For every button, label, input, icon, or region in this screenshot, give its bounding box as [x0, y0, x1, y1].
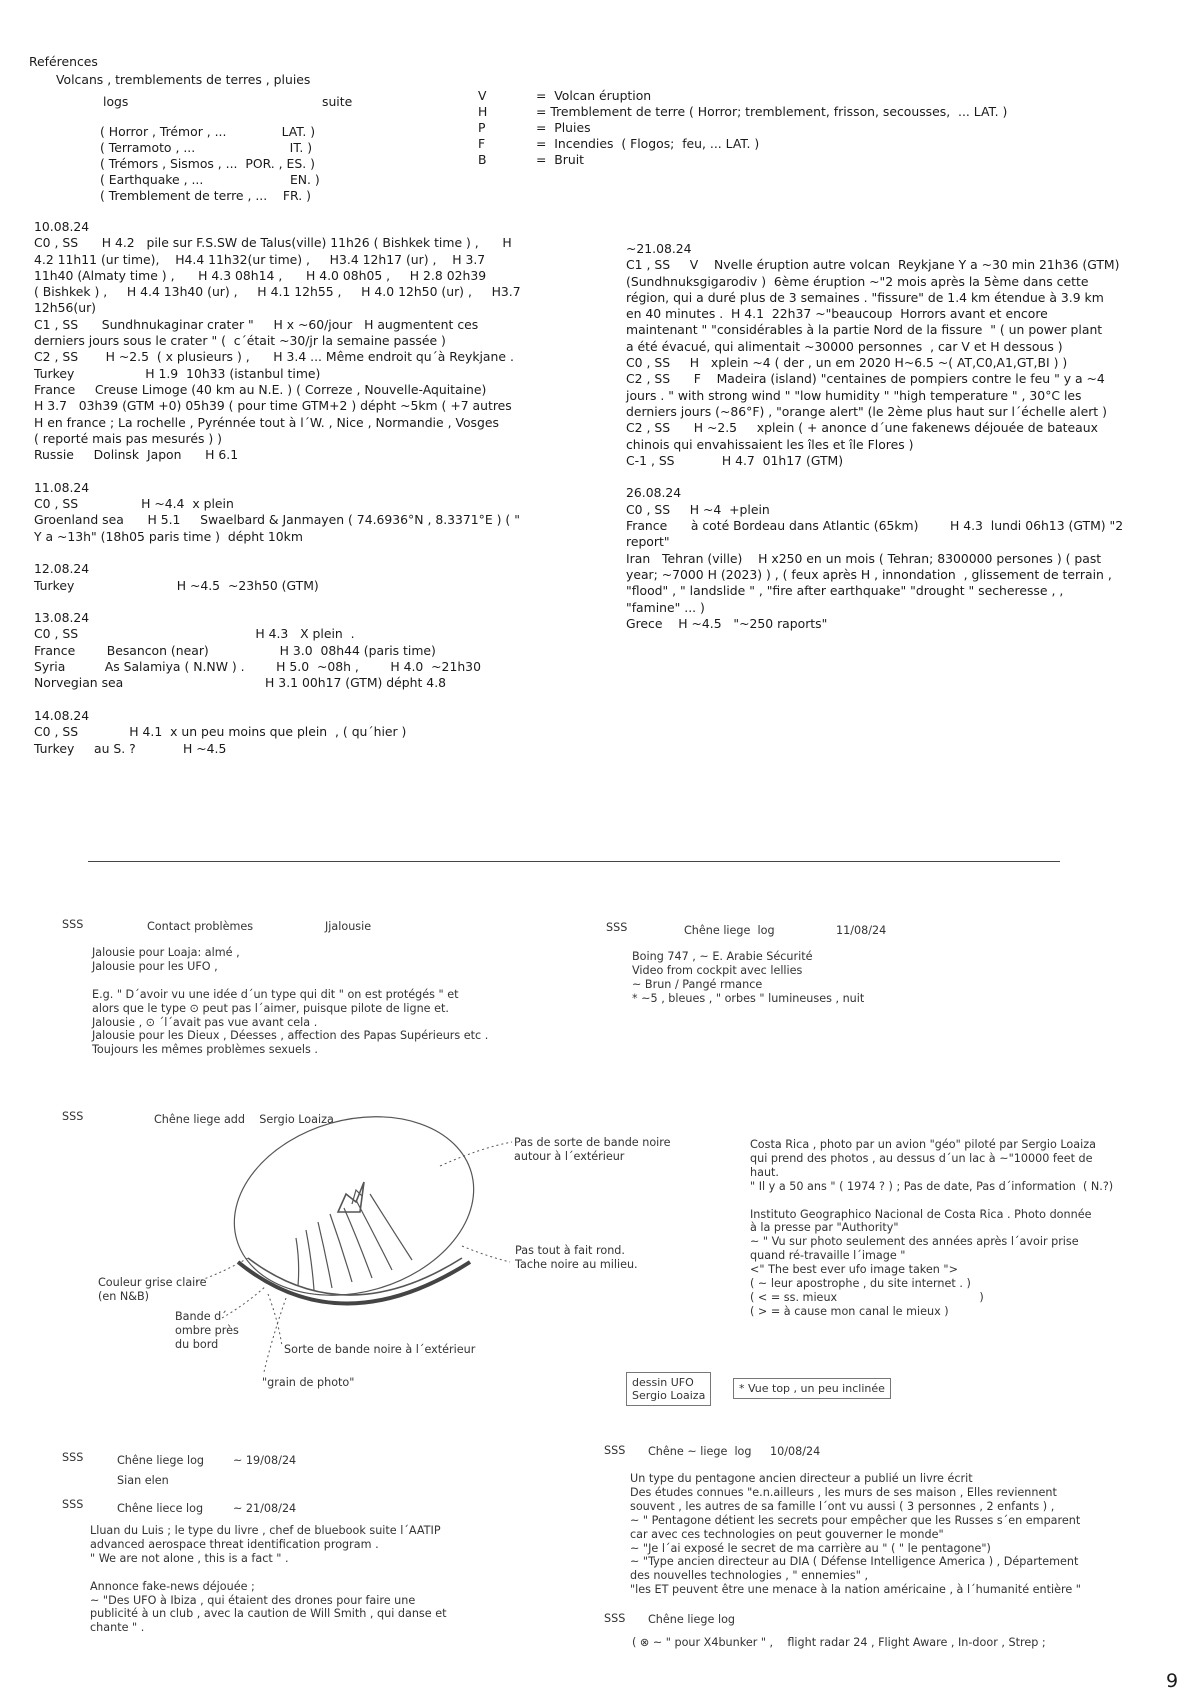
log-line: H 3.7 03h39 (GTM +0) 05h39 ( pour time GTM+2 ) dépht ~5km ( +7 autres — [34, 398, 512, 414]
log4-notes — [630, 1472, 1081, 1597]
log4-title: Chêne ~ liege log — [648, 1445, 752, 1458]
log-line: Turkey H ~4.5 ~23h50 (GTM) — [34, 577, 319, 593]
log-line: Russie Dolinsk Japon H 6.1 — [34, 447, 239, 463]
legend-value: = Pluies — [536, 120, 591, 135]
log-line: Y a ~13h" (18h05 paris time ) dépht 10km — [34, 528, 303, 544]
log-line: C2 , SS H ~2.5 xplein ( + anonce d´une fakenews déjouée de bateaux — [626, 420, 1098, 436]
log-line: year; ~7000 H (2023) ) , ( feux après H , innondation , glissement de terrain , — [626, 566, 1112, 582]
note-line — [750, 1194, 1113, 1208]
note-line: ~ " Pentagone détient les secrets pour empêcher que les Russes s´en emparent — [630, 1513, 1081, 1527]
note-line: quand ré-travaille l´image " — [750, 1249, 906, 1263]
log-line: région, qui a duré plus de 3 semaines . "fissure" de 1.4 km étendue à 3.9 km — [626, 289, 1104, 305]
log4-ss: SSS — [604, 1444, 626, 1457]
log-line: en 40 minutes . H 4.1 22h37 ~"beaucoup Horrors avant et encore — [626, 306, 1048, 322]
log5-line: ( ⊗ ~ " pour X4bunker " , flight radar 24 , Flight Aware , In-door , Strep ; — [632, 1636, 1046, 1649]
legend-key: B — [478, 152, 487, 167]
note-line: à la presse par "Authority" — [750, 1221, 899, 1235]
note-line: Costa Rica , photo par un avion "géo" piloté par Sergio Loaiza — [750, 1138, 1096, 1151]
note-line: publicité à un club , avec la caution de Will Smith , qui danse et — [90, 1607, 447, 1621]
log-line: Norvegian sea H 3.1 00h17 (GTM) dépht 4.8 — [34, 675, 447, 691]
log-line: Turkey au S. ? H ~4.5 — [34, 740, 227, 756]
log-line: 12.08.24 — [34, 561, 90, 577]
log-line: France Besancon (near) H 3.0 08h44 (paris time) — [34, 642, 436, 658]
note-line: Jalousie pour les Dieux , Déesses , affection des Papas Supérieurs etc . — [92, 1029, 489, 1043]
log-line: 26.08.24 — [626, 485, 682, 501]
legend-key: V — [478, 88, 487, 103]
contact-tag: Jjalousie — [325, 920, 372, 933]
note-line: qui prend des photos , au dessus d´un lac à ~"10000 feet de — [750, 1151, 1093, 1165]
log-line: 4.2 11h11 (ur time), H4.4 11h32(ur time) , H3.4 12h17 (ur) , H 3.7 — [34, 251, 486, 267]
note-line: Annonce fake-news déjouée ; — [90, 1579, 255, 1593]
note-line: des nouvelles technologies , " ennemies" , — [630, 1569, 868, 1583]
note-line: ~ Brun / Pangé rmance — [632, 977, 763, 991]
contact-title: Contact problèmes — [147, 920, 254, 933]
log-line: Syria As Salamiya ( N.NW ) . H 5.0 ~08h , H 4.0 ~21h30 — [34, 659, 481, 675]
note-line: E.g. " D´avoir vu une idée d´un type qui dit " on est protégés " et — [92, 987, 459, 1001]
figure-title: Chêne liege add Sergio Loaiza — [154, 1113, 334, 1126]
log3-ss: SSS — [62, 1498, 84, 1511]
log-line: 14.08.24 — [34, 707, 90, 723]
note-line: Jalousie pour Loaja: almé , — [92, 946, 240, 959]
annotation-left: Couleur grise claire (en N&B) — [98, 1276, 207, 1303]
note-line: Jalousie , ⊙ ´l´avait pas vue avant cela . — [92, 1015, 318, 1029]
annotation-bottom: Sorte de bande noire à l´extérieur — [284, 1343, 476, 1356]
note-line: <" The best ever ufo image taken "> — [750, 1263, 958, 1277]
legend-key: H — [478, 104, 488, 119]
note-line: ~ "Type ancien directeur au DIA ( Défense Intelligence America ) , Département — [630, 1555, 1079, 1569]
note-line: Toujours les mêmes problèmes sexuels . — [92, 1043, 318, 1057]
log4-date: 10/08/24 — [770, 1445, 821, 1458]
legend-value: = Volcan éruption — [536, 88, 652, 103]
log-line: C0 , SS H 4.2 pile sur F.S.SW de Talus(ville) 11h26 ( Bishkek time ) , H — [34, 235, 512, 251]
log-line: derniers jours (~86°F) , "orange alert" (le 2ème plus haut sur l´échelle alert ) — [626, 403, 1107, 419]
note-line — [90, 1566, 446, 1580]
log3-notes — [90, 1524, 446, 1635]
note-line: " We are not alone , this is a fact " . — [90, 1551, 289, 1565]
box-vue-top: * Vue top , un peu inclinée — [733, 1378, 891, 1399]
log2-title: Chêne liege log — [117, 1454, 205, 1467]
annotation-grain: "grain de photo" — [262, 1376, 355, 1389]
log-line: derniers jours sous le crater " ( c´était ~30/jr la semaine passée ) — [34, 333, 446, 349]
logs-item: ( Trémors , Sismos , ... POR. , ES. ) — [100, 156, 315, 171]
log-line: Iran Tehran (ville) H x250 en un mois ( Tehran; 8300000 persones ) ( past — [626, 550, 1102, 566]
log-line: C0 , SS H ~4.4 x plein — [34, 496, 234, 512]
note-line: Video from cockpit avec lellies — [632, 963, 803, 977]
log-line: France à coté Bordeau dans Atlantic (65km) H 4.3 lundi 06h13 (GTM) "2 — [626, 518, 1124, 534]
page-number: 9 — [1166, 1670, 1179, 1692]
note-line: "les ET peuvent être une menace à la nation américaine , à l´humanité entière " — [630, 1583, 1081, 1597]
note-line: Jalousie pour les UFO , — [92, 959, 218, 973]
note-line: Boing 747 , ~ E. Arabie Sécurité — [632, 950, 813, 963]
note-line: car avec ces technologies on peut gouverner le monde" — [630, 1527, 944, 1541]
note-line: souvent , les autres de sa famille l´ont vu aussi ( 3 personnes , 2 enfants ) , — [630, 1499, 1055, 1513]
log-line: maintenant " "considérables à la partie Nord de la fissure " ( un power plant — [626, 322, 1103, 338]
note-line: ~ " Vu sur photo seulement des années après l´avoir prise — [750, 1235, 1079, 1249]
annotation-top: Pas de sorte de bande noire autour à l´extérieur — [514, 1136, 671, 1163]
contact-ss: SSS — [62, 918, 84, 931]
logs-item: ( Tremblement de terre , ... FR. ) — [100, 188, 311, 203]
costa-rica-notes — [750, 1138, 1113, 1319]
legend-value: = Incendies ( Flogos; feu, ... LAT. ) — [536, 136, 760, 151]
log-line: C-1 , SS H 4.7 01h17 (GTM) — [626, 452, 844, 468]
log-line: Groenland sea H 5.1 Swaelbard & Janmayen ( 74.6936°N , 8.3371°E ) ( " — [34, 512, 520, 528]
log5-title: Chêne liege log — [648, 1613, 736, 1626]
logs-item: ( Terramoto , ... IT. ) — [100, 140, 313, 155]
note-line: Lluan du Luis ; le type du livre , chef de bluebook suite l´AATIP — [90, 1524, 441, 1537]
logs-item: ( Earthquake , ... EN. ) — [100, 172, 320, 187]
suite-heading: suite — [322, 94, 353, 109]
note-line: ( ~ leur apostrophe , du site internet . ) — [750, 1277, 971, 1291]
note-line: * ~5 , bleues , " orbes " lumineuses , nuit — [632, 991, 865, 1005]
log-line: H en france ; La rochelle , Pyrénnée tout à l´W. , Nice , Normandie , Vosges — [34, 414, 499, 430]
log-line: Turkey H 1.9 10h33 (istanbul time) — [34, 365, 321, 381]
annotation-band: Bande d´ ombre près du bord — [175, 1310, 239, 1351]
log2-ss: SSS — [62, 1451, 84, 1464]
log-line: "famine" ... ) — [626, 599, 705, 615]
log3-date: ~ 21/08/24 — [233, 1502, 297, 1515]
log-line: 11h40 (Almaty time ) , H 4.3 08h14 , H 4.0 08h05 , H 2.8 02h39 — [34, 267, 487, 283]
figure-ss: SSS — [62, 1110, 84, 1123]
note-line: Instituto Geographico Nacional de Costa Rica . Photo donnée — [750, 1207, 1092, 1221]
log-line: "flood" , " landslide " , "fire after earthquake" "drought " secheresse , , — [626, 583, 1064, 599]
note-line: " Il y a 50 ans " ( 1974 ? ) ; Pas de date, Pas d´information ( N.?) — [750, 1179, 1114, 1193]
legend-value: = Bruit — [536, 152, 585, 167]
log-line: France Creuse Limoge (40 km au N.E. ) ( Correze , Nouvelle-Aquitaine) — [34, 381, 487, 397]
log-line: Grece H ~4.5 "~250 raports" — [626, 615, 828, 631]
legend-key: P — [478, 120, 486, 135]
log1-ss: SSS — [606, 921, 628, 934]
log-line: a été évacué, qui alimentait ~30000 personnes , car V et H dessous ) — [626, 338, 1063, 354]
note-line: ( > = à cause mon canal le mieux ) — [750, 1304, 949, 1318]
log-line: 10.08.24 — [34, 219, 90, 234]
log-line: chinois qui envahissaient les îles et île Flores ) — [626, 436, 914, 452]
log-line: C0 , SS H 4.3 X plein . — [34, 626, 355, 642]
logs-item: ( Horror , Trémor , ... LAT. ) — [100, 124, 316, 139]
log-line: ( Bishkek ) , H 4.4 13h40 (ur) , H 4.1 12h55 , H 4.0 12h50 (ur) , H3.7 — [34, 284, 521, 300]
legend-value: = Tremblement de terre ( Horror; tremblement, frisson, secousses, ... LAT. ) — [536, 104, 1008, 119]
note-line: haut. — [750, 1165, 779, 1179]
log-line: C0 , SS H ~4 +plein — [626, 501, 770, 517]
log-line: ( reporté mais pas mesurés ) ) — [34, 430, 222, 446]
note-line: ~ "Des UFO à Ibiza , qui étaient des drones pour faire une — [90, 1593, 416, 1607]
log1-date: 11/08/24 — [836, 924, 887, 937]
log-line: ~21.08.24 — [626, 241, 692, 256]
note-line: ( < = ss. mieux ) — [750, 1290, 984, 1304]
log-line: C0 , SS H 4.1 x un peu moins que plein , ( qu´hier ) — [34, 724, 407, 740]
note-line: alors que le type ⊙ peut pas l´aimer, puisque pilote de ligne et. — [92, 1001, 449, 1015]
log-line: jours . " with strong wind " "low humidity " "high temperature " , 30°C les — [626, 387, 1082, 403]
log-line: report" — [626, 534, 670, 550]
log-line: C1 , SS Sundhnukaginar crater " H x ~60/jour H augmentent ces — [34, 316, 479, 332]
note-line: Des études connues "e.n.ailleurs , les murs de ses maison , Elles reviennent — [630, 1485, 1057, 1499]
log-line: 11.08.24 — [34, 479, 90, 495]
annotation-right: Pas tout à fait rond. Tache noire au milieu. — [515, 1244, 638, 1271]
log-line: C2 , SS H ~2.5 ( x plusieurs ) , H 3.4 ... Même endroit qu´à Reykjane . — [34, 349, 514, 365]
note-line: chante " . — [90, 1621, 145, 1635]
log2-date: ~ 19/08/24 — [233, 1454, 297, 1467]
log-line: C0 , SS H xplein ~4 ( der , un em 2020 H~6.5 ~( AT,C0,A1,GT,BI ) ) — [626, 355, 1068, 371]
note-line: ~ "Je l´ai exposé le secret de ma carrière au " ( " le pentagone") — [630, 1541, 991, 1555]
logs-heading: logs — [103, 94, 129, 109]
log2-sub: Sian elen — [117, 1474, 169, 1487]
log-line: 13.08.24 — [34, 610, 90, 626]
header-subtitle: Volcans , tremblements de terres , pluies — [56, 72, 311, 87]
box-dessin: dessin UFO Sergio Loaiza — [626, 1372, 711, 1406]
log-line: C2 , SS F Madeira (island) "centaines de pompiers contre le feu " y a ~4 — [626, 371, 1105, 387]
log1-title: Chêne liege log — [684, 924, 775, 937]
note-line: Un type du pentagone ancien directeur a publié un livre écrit — [630, 1472, 973, 1485]
log-line: (Sundhnuksgigarodiv ) 6ème éruption ~"2 mois après la 5ème dans cette — [626, 273, 1089, 289]
note-line: advanced aerospace threat identification program . — [90, 1537, 379, 1551]
log5-ss: SSS — [604, 1612, 626, 1625]
log3-title: Chêne liece log — [117, 1502, 204, 1515]
header-references: Reférences — [29, 54, 98, 69]
log-line: 12h56(ur) — [34, 300, 97, 316]
legend-key: F — [478, 136, 486, 151]
log-line: C1 , SS V Nvelle éruption autre volcan Reykjane Y a ~30 min 21h36 (GTM) — [626, 257, 1120, 273]
